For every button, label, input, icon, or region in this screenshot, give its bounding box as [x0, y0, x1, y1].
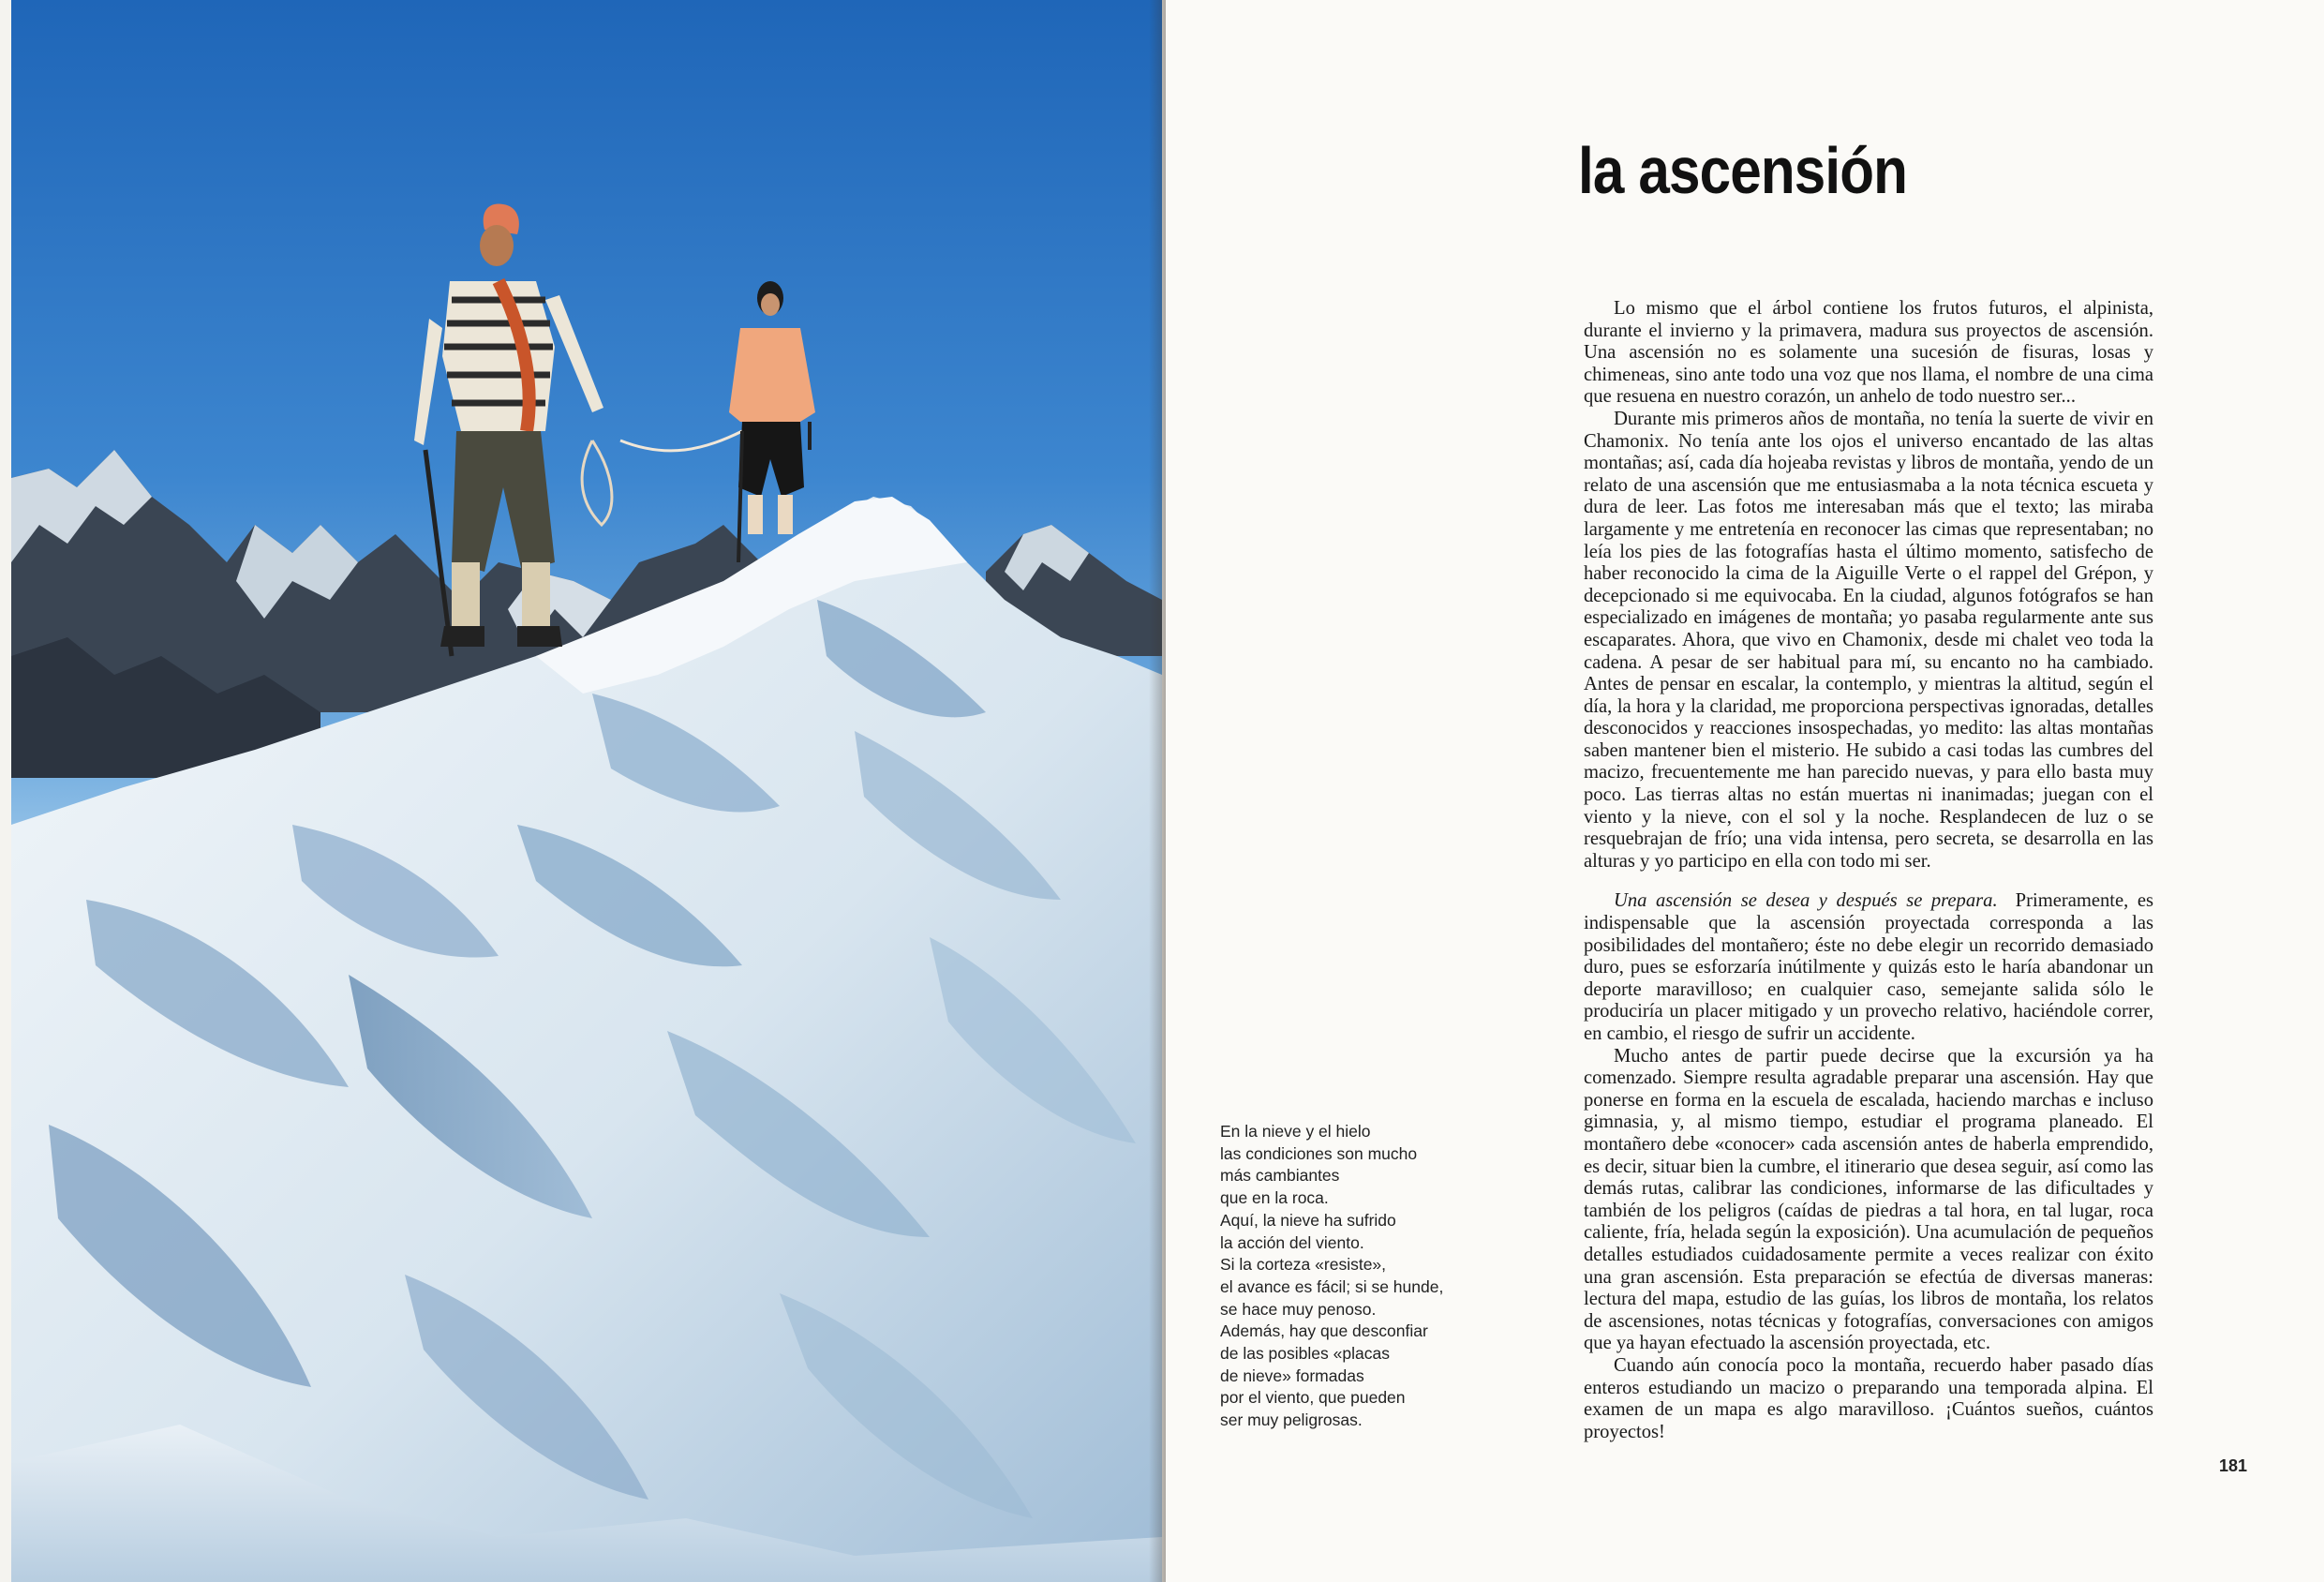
- caption-line: Aquí, la nieve ha sufrido: [1220, 1210, 1396, 1230]
- caption-line: la acción del viento.: [1220, 1232, 1364, 1252]
- paragraph-1: Lo mismo que el árbol contiene los frutos futuros, el alpinista, durante el invierno y la primavera, madura sus proyectos de ascensión. Una ascensión no es solamente una sucesión de fisuras, losas y chimeneas, sino ante todo una voz que nos llama, el nombre de una cima que resuena en nuestro corazón, un anhelo de todo nuestro ser...: [1584, 298, 2153, 408]
- caption-line: Si la corteza «resiste»,: [1220, 1255, 1387, 1275]
- caption-line: que en la roca.: [1220, 1188, 1329, 1208]
- caption-line: se hace muy penoso.: [1220, 1299, 1377, 1319]
- paragraph-5: Cuando aún conocía poco la montaña, recuerdo haber pasado días enteros estudiando un macizo o preparando una temporada alpina. El examen de un mapa es algo maravilloso. ¡Cuántos sueños, cuántos proyectos!: [1584, 1354, 2153, 1442]
- photo-caption: [1220, 1121, 1501, 1432]
- chapter-title: la ascensión: [1578, 134, 1908, 207]
- photo-illustration: [11, 0, 1162, 1582]
- paragraph-4: Mucho antes de partir puede decirse que la excursión ya ha comenzado. Siempre resulta agradable preparar una ascensión. Hay que ponerse en forma en la escuela de escalada, haciendo marchas e incluso gimnasia, y, al mismo tiempo, estudiar el programa planeado. El montañero debe «conocer» cada ascensión antes de haberla emprendido, es decir, situar bien la cumbre, el itinerario que desea seguir, así como las demás rutas, calibrar las condiciones, informarse de las dificultades y también de los peligros (caídas de piedras a tal hora, en tal lugar, roca caliente, fría, helada según la exposición). Una acumulación de pequeños detalles estudiados cuidadosamente permite a veces realizar con éxito una gran ascensión. Esta preparación se efectúa de diversas maneras: lectura del mapa, estudio de las guías, los libros de montaña, los relatos de ascensiones, notas técnicas y fotografías, conversaciones con amigos que ya hayan efectuado la ascensión proyectada, etc.: [1584, 1045, 2153, 1354]
- two-climbers-on-snow-ridge-photo: [11, 0, 1162, 1582]
- caption-line: las condiciones son mucho: [1220, 1143, 1418, 1163]
- caption-line: Además, hay que desconfiar: [1220, 1321, 1428, 1341]
- page-number: 181: [2219, 1456, 2248, 1475]
- caption-line: el avance es fácil; si se hunde,: [1220, 1276, 1444, 1296]
- paragraph-3-text: Primeramente, es indispensable que la ascensión proyectada corresponda a las posibilidades del montañero; éste no debe elegir un recorrido demasiado duro, pues se esforzaría inútilmente y quizás esto le haría abandonar un deporte maravilloso; en cualquier caso, semejante salida sólo le produciría un placer mitigado y un provecho relativo, haciéndole correr, en cambio, el riesgo de sufrir un accidente.: [1584, 890, 2153, 1044]
- body-text: [1584, 298, 2153, 1443]
- right-page: [1166, 0, 2324, 1582]
- rear-climber: [729, 281, 815, 562]
- caption-line: de las posibles «placas: [1220, 1344, 1390, 1364]
- caption-line: por el viento, que pueden: [1220, 1388, 1406, 1408]
- paragraph-3: [1584, 890, 2153, 1045]
- paragraph-2: Durante mis primeros años de montaña, no tenía la suerte de vivir en Chamonix. No tenía ante los ojos el universo encantado de las altas montañas; así, cada día hojeaba revistas y libros de montaña, yendo de un relato de una ascensión que me entusiasmaba a la nota técnica escueta y dura de leer. Las fotos me interesaban más que el texto; las miraba largamente y me entretenía en reconocer las cimas que representaban; no leía los pies de las fotografías hasta el último momento, satisfecho de haber reconocido la cima de la Aiguille Verte o el rappel del Grépon, y decepcionado si me equivocaba. En la ciudad, algunos fotógrafos se han especializado en imágenes de montaña; yo pasaba regularmente ante sus escaparates. Ahora, que vivo en Chamonix, desde mi chalet veo toda la cadena. A pesar de ser habitual para mí, su encanto no ha cambiado. Antes de pensar en escalar, la contemplo, y mientras la altitud, según el día, la hora y la claridad, me proporciona perspectivas ignoradas, detalles desconocidos y reacciones insospechadas, yo medito: las altas montañas saben mantener bien el misterio. He subido a casi todas las cumbres del macizo, frecuentemente me han parecido nuevas, y para ello basta muy poco. Las tierras altas no están muertas ni inanimadas; juegan con el viento y la nieve, con el sol y la noche. Resplandecen de luz o se resquebrajan de frío; una vida intensa, pero secreta, se desarrolla en las alturas y yo participo en ella con todo mi ser.: [1584, 408, 2153, 872]
- caption-line: de nieve» formadas: [1220, 1366, 1364, 1385]
- caption-line: En la nieve y el hielo: [1220, 1122, 1371, 1141]
- caption-line: ser muy peligrosas.: [1220, 1410, 1363, 1430]
- caption-line: más cambiantes: [1220, 1166, 1340, 1186]
- paragraph-3-lead: Una ascensión se desea y después se prepara.: [1614, 890, 1998, 912]
